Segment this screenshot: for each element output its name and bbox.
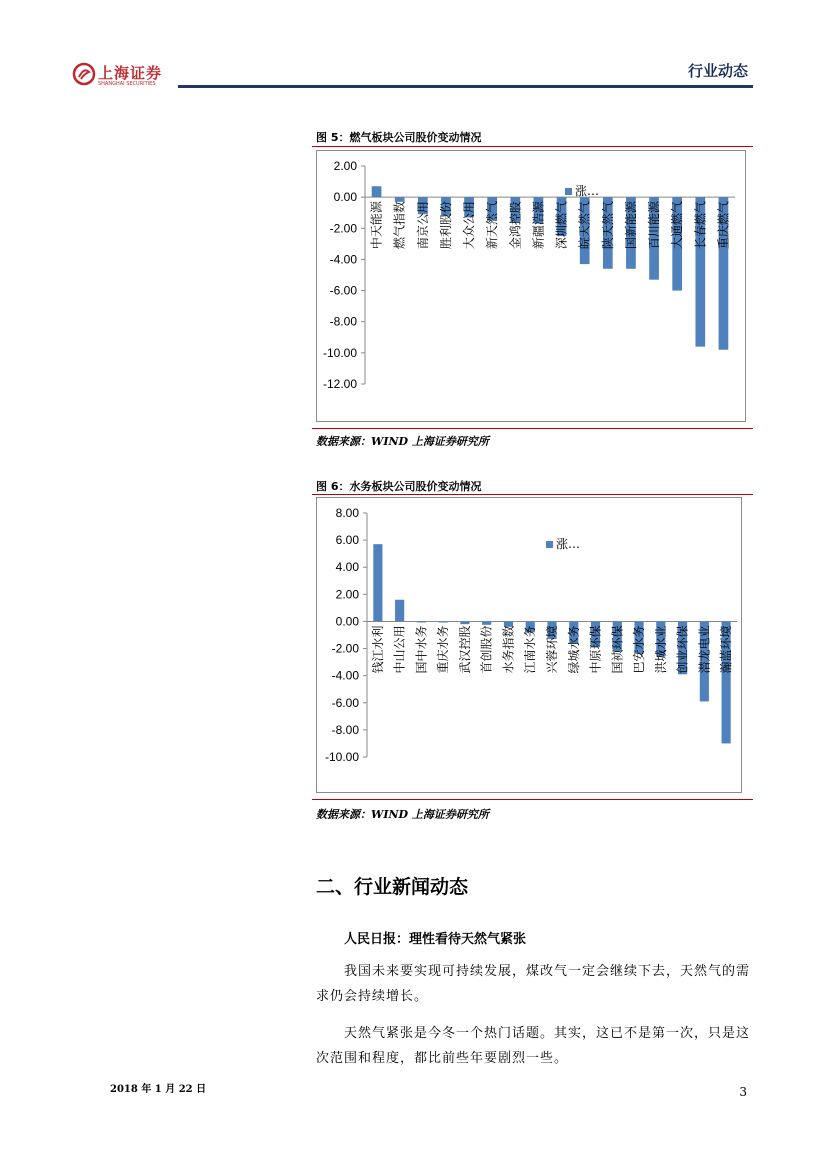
category-label: 水务指数 (501, 625, 516, 674)
y-tick-label: 4.00 (335, 560, 359, 575)
category-label: 国祯环保 (610, 625, 625, 674)
category-label: 金鸿控股 (508, 201, 523, 250)
category-label: 燃气指数 (392, 201, 407, 250)
y-tick-label: -2.00 (329, 221, 357, 236)
figure-5-title: 图 5：燃气板块公司股价变动情况 (316, 131, 482, 144)
figure-5-bottom-rule (312, 428, 753, 429)
category-label: 中天能源 (369, 201, 384, 250)
bar-国中水务 (417, 621, 426, 622)
category-label: 中原环保 (588, 625, 603, 674)
category-label: 瀚蓝环境 (719, 625, 734, 674)
legend-swatch (546, 541, 553, 548)
water-sector-chart (316, 497, 742, 793)
news-title: 人民日报：理性看待天然气紧张 (344, 932, 527, 947)
category-label: 洪城水业 (653, 625, 668, 674)
logo-english-text: SHANGHAI SECURITIES (98, 81, 156, 87)
company-logo (72, 60, 182, 90)
bar-中天能源 (372, 186, 382, 197)
gas-sector-chart (316, 150, 746, 422)
y-tick-label: 8.00 (335, 506, 359, 520)
y-tick-label: 6.00 (335, 533, 359, 548)
bar-武汉控股 (460, 621, 469, 624)
figure-5-top-rule (312, 146, 753, 147)
category-label: 国中水务 (414, 625, 429, 674)
y-tick-label: -6.00 (329, 283, 357, 298)
figure-6-source: 数据来源：WIND 上海证券研究所 (316, 808, 489, 821)
y-tick-label: -8.00 (331, 722, 359, 737)
paragraph-2: 天然气紧张是今冬一个热门话题。其实，这已不是第一次，只是这次范围和程度，都比前些年要剧烈一些。 (316, 1026, 751, 1066)
category-label: 巴安水务 (632, 625, 647, 674)
logo-emblem-icon (72, 62, 96, 86)
legend-swatch (565, 188, 572, 195)
bar-钱江水利 (373, 544, 382, 621)
legend-label: 涨… (556, 537, 581, 551)
header-divider (178, 85, 753, 88)
category-label: 新天然气 (485, 201, 500, 250)
y-tick-label: 2.00 (335, 587, 359, 602)
category-label: 钱江水利 (370, 625, 385, 674)
category-label: 陕天然气 (600, 201, 615, 250)
category-label: 国新能源 (623, 201, 638, 250)
legend-label: 涨… (575, 184, 600, 198)
logo-text: 上海证券 (98, 64, 163, 82)
category-label: 长春燃气 (693, 201, 708, 250)
section-heading: 二、行业新闻动态 (316, 876, 469, 898)
category-label: 皖天然气 (577, 201, 592, 250)
figure-6-bottom-rule (312, 799, 753, 800)
category-label: 创业环保 (675, 625, 690, 674)
figure-6-title: 图 6：水务板块公司股价变动情况 (316, 480, 482, 493)
chart-svg (317, 151, 745, 421)
y-tick-label: -2.00 (331, 641, 359, 656)
y-tick-label: -10.00 (324, 750, 359, 764)
category-label: 首创股份 (479, 625, 494, 674)
category-label: 百川能源 (647, 201, 662, 250)
category-label: 胜利股份 (438, 201, 453, 250)
category-label: 绿城水务 (566, 625, 581, 674)
y-tick-label: 0.00 (335, 614, 359, 629)
category-label: 重庆燃气 (716, 201, 731, 250)
category-label: 大通燃气 (670, 201, 685, 250)
category-label: 中山公用 (392, 625, 407, 674)
category-label: 潜龙电业 (697, 625, 712, 674)
footer-date: 2018 年 1 月 22 日 (110, 1084, 207, 1095)
category-label: 大众公用 (462, 201, 477, 250)
page-number: 3 (739, 1085, 747, 1099)
y-tick-label: -4.00 (331, 668, 359, 683)
figure-5-source: 数据来源：WIND 上海证券研究所 (316, 435, 489, 448)
paragraph-1: 我国未来要实现可持续发展，煤改气一定会继续下去，天然气的需求仍会持续增长。 (316, 964, 751, 1004)
category-label: 南京公用 (415, 201, 430, 250)
bar-燃气指数 (395, 197, 405, 202)
y-tick-label: 2.00 (333, 159, 357, 173)
y-tick-label: 0.00 (333, 190, 357, 205)
bar-重庆水务 (439, 621, 448, 622)
figure-6-top-rule (312, 494, 753, 495)
chart-svg (317, 498, 741, 792)
y-tick-label: -8.00 (329, 314, 357, 329)
y-tick-label: -4.00 (329, 252, 357, 267)
category-label: 武汉控股 (457, 625, 472, 674)
report-type-title: 行业动态 (687, 62, 748, 80)
category-label: 江南水务 (523, 625, 538, 674)
bar-首创股份 (482, 621, 491, 624)
bar-中山公用 (395, 600, 404, 622)
y-tick-label: -12.00 (322, 377, 357, 391)
category-label: 重庆水务 (436, 625, 451, 674)
y-tick-label: -10.00 (322, 345, 357, 360)
category-label: 深圳燃气 (554, 201, 569, 250)
category-label: 兴蓉环境 (545, 625, 559, 674)
y-tick-label: -6.00 (331, 695, 359, 710)
category-label: 新疆浩源 (531, 201, 546, 250)
